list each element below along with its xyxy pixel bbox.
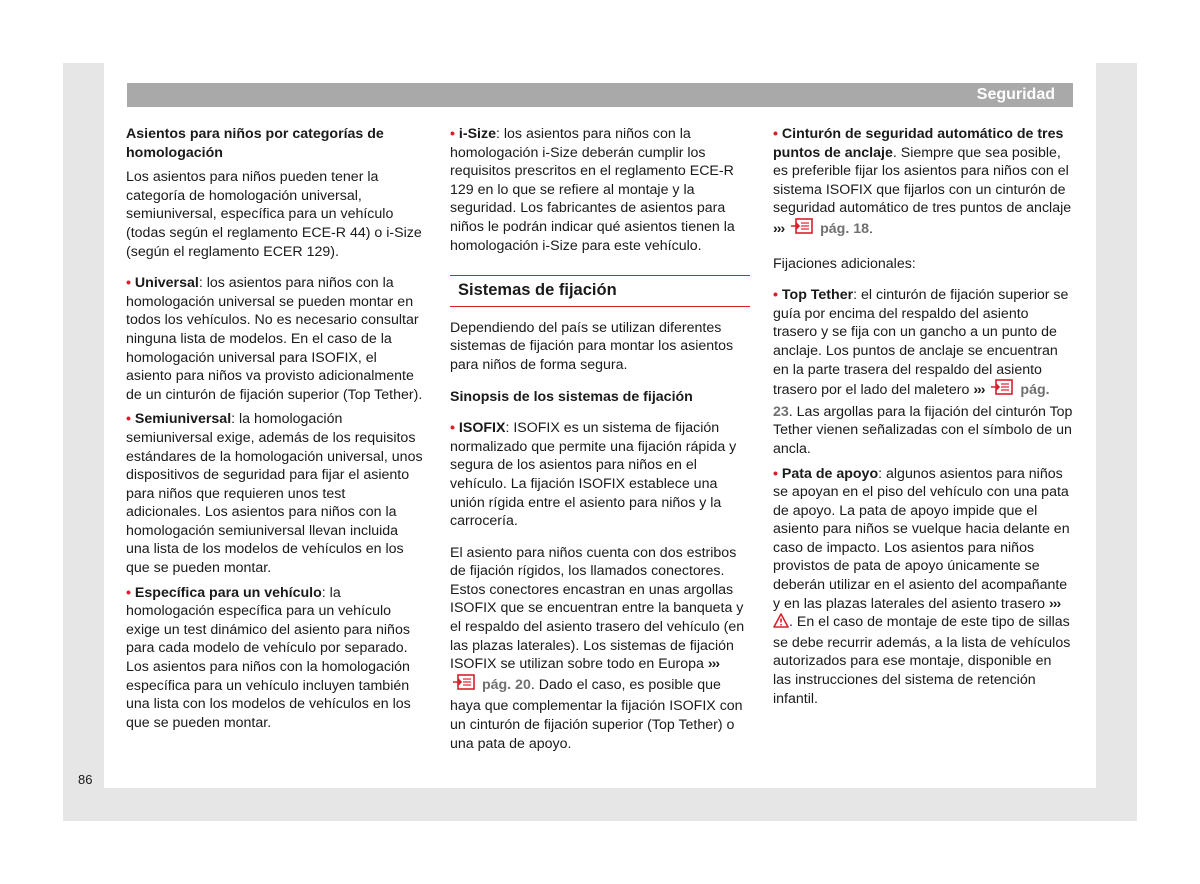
belt-term: Cinturón de seguridad automático de tres puntos de anclaje <box>773 126 1064 161</box>
isofix-paragraph <box>450 419 750 531</box>
bullet-icon: • <box>450 126 455 142</box>
warning-triangle-icon <box>773 613 789 634</box>
fijacion-intro: Dependiendo del país se utilizan diferentes sistemas de fijación para montar los asientos para niños de forma segura. <box>450 319 734 373</box>
belt-text: . Siempre que sea posible, es preferible fijar los asientos para niños con el sistema ISOFIX que fijarlos con un cinturón de seguridad automático de tres puntos de anclaje <box>773 144 1072 217</box>
universal-term: Universal <box>134 275 199 292</box>
sinopsis-subheading: Sinopsis de los sistemas de fijación <box>450 388 693 405</box>
isofix-term: ISOFIX <box>458 420 506 437</box>
bullet-icon: • <box>450 420 455 437</box>
stirrups-after: . Dado el caso, es posible que haya que complementar la fijación ISOFIX con un cinturón de fijación superior (Top Tether) o una pata de apoyo. <box>450 676 743 752</box>
col1-heading: Asientos para niños por categorías de homologación <box>126 126 384 161</box>
support-leg-text: : algunos asientos para niños se apoyan en el piso del vehículo con una pata de apoyo. La pata de apoyo impide que el asiento para niños se vuelque hacia delante en caso de impacto. Los asientos para niños provistos de pata de apoyo únicamente se deberán utilizar en el asiento del acompañante y en las plazas laterales del asiento trasero <box>773 465 1070 612</box>
isofix-text: : ISOFIX es un sistema de fijación normalizado que permite una fijación rápida y segura de los asientos para niños en el vehículo. La fijación ISOFIX establece una unión rígida entre el asiento para niños y la carrocería. <box>450 420 737 530</box>
universal-text: : los asientos para niños con la homologación universal se pueden montar en todos los vehículos. No es necesario consultar ninguna lista de modelos. En el caso de la homologación universal para ISOFIX, el asiento para niños va provisto adicionalmente de un cinturón de fijación superior (Top Tether). <box>126 275 423 403</box>
isize-text: : los asientos para niños con la homologación i-Size deberán cumplir los requisitos prescritos en el reglamento ECE-R 129 en lo que se refiere al montaje y la seguridad. Los fabricantes de asientos para niños le podrán indicar qué asientos tienen la homologación i-Size para este vehículo. <box>450 126 735 254</box>
arrow-icon: ››› <box>773 220 785 237</box>
page-reference-link[interactable]: pág. 18 <box>820 220 869 237</box>
support-leg-term: Pata de apoyo <box>781 465 879 482</box>
page-reference-icon <box>790 218 814 242</box>
universal-paragraph <box>126 274 424 404</box>
bullet-icon: • <box>773 126 778 142</box>
isize-term: i-Size <box>458 126 496 142</box>
semiuniversal-text: : la homologación semiuniversal exige, además de los requisitos estándares de la homologación universal, unos dispositivos de seguridad para fijar el asiento para niños que requieren unos test adicionales. Los asientos para niños con la homologación semiuniversal llevan incluida una lista de los modelos de vehículos en los que se pueden montar. <box>126 411 423 577</box>
section-title: Seguridad <box>976 86 1055 103</box>
page-reference-link[interactable]: pág. 23 <box>773 382 1050 420</box>
toptether-text: : el cinturón de fijación superior se guía por encima del respaldo del asiento trasero y se fija con un gancho a un punto de anclaje. Los puntos de anclaje se encuentran en la parte trasera del respaldo del asiento trasero por el lado del maletero <box>773 287 1069 399</box>
specific-term: Específica para un vehículo <box>134 584 322 601</box>
bullet-icon: • <box>126 275 131 292</box>
belt-paragraph <box>773 125 1073 242</box>
specific-paragraph <box>126 584 424 733</box>
section-header-bar <box>127 83 1073 107</box>
bullet-icon: • <box>126 584 131 601</box>
toptether-after: . Las argollas para la fijación del cinturón Top Tether vienen señalizadas con el símbolo de un ancla. <box>773 403 1073 457</box>
support-leg-after: . En el caso de montaje de este tipo de sillas se debe recurrir además, a la lista de vehículos autorizados para ese montaje, disponible en las instrucciones del sistema de retención infantil. <box>773 614 1071 707</box>
arrow-icon: ››› <box>1049 595 1061 612</box>
column-2 <box>450 125 750 766</box>
stirrups-paragraph <box>450 544 750 754</box>
page-number: 86 <box>78 772 93 787</box>
specific-text: : la homologación específica para un vehículo exige un test dinámico del asiento para niños para cada modelo de vehículo por separado. Los asientos para niños con la homologación específica para un vehículo incluyen también una lista con los modelos de vehículos en los que se pueden montar. <box>126 584 411 731</box>
arrow-icon: ››› <box>707 656 720 673</box>
bullet-icon: • <box>773 287 778 304</box>
isize-paragraph <box>450 125 750 255</box>
bullet-icon: • <box>773 465 778 482</box>
col1-intro: Los asientos para niños pueden tener la categoría de homologación universal, semiuniversal, específica para un vehículo (todas según el reglamento ECE-R 44) o i-Size (según el reglamento ECER 129). <box>126 169 422 260</box>
page-reference-icon <box>990 379 1014 403</box>
additional-fixings: Fijaciones adicionales: <box>773 255 916 272</box>
stirrups-text: El asiento para niños cuenta con dos estribos de fijación rígidos, los llamados conectores. Estos conectores encastran en unas argollas ISOFIX que se encuentran entre la banqueta y el respaldo del asiento trasero del vehículo (en las plazas laterales). Los sistemas de fijación ISOFIX se utilizan sobre todo en Europa <box>450 544 745 673</box>
support-leg-paragraph <box>773 465 1073 709</box>
bullet-icon: • <box>126 411 131 428</box>
section-heading-fijacion: Sistemas de fijación <box>450 275 750 307</box>
page-reference-icon <box>452 674 476 698</box>
semiuniversal-term: Semiuniversal <box>134 411 232 428</box>
toptether-term: Top Tether <box>781 287 854 304</box>
arrow-icon: ››› <box>973 382 985 399</box>
toptether-paragraph <box>773 286 1073 458</box>
period: . <box>868 220 873 237</box>
page-reference-link[interactable]: pág. 20 <box>481 676 531 693</box>
semiuniversal-paragraph <box>126 410 424 577</box>
column-1 <box>126 125 424 738</box>
column-3 <box>773 125 1073 714</box>
